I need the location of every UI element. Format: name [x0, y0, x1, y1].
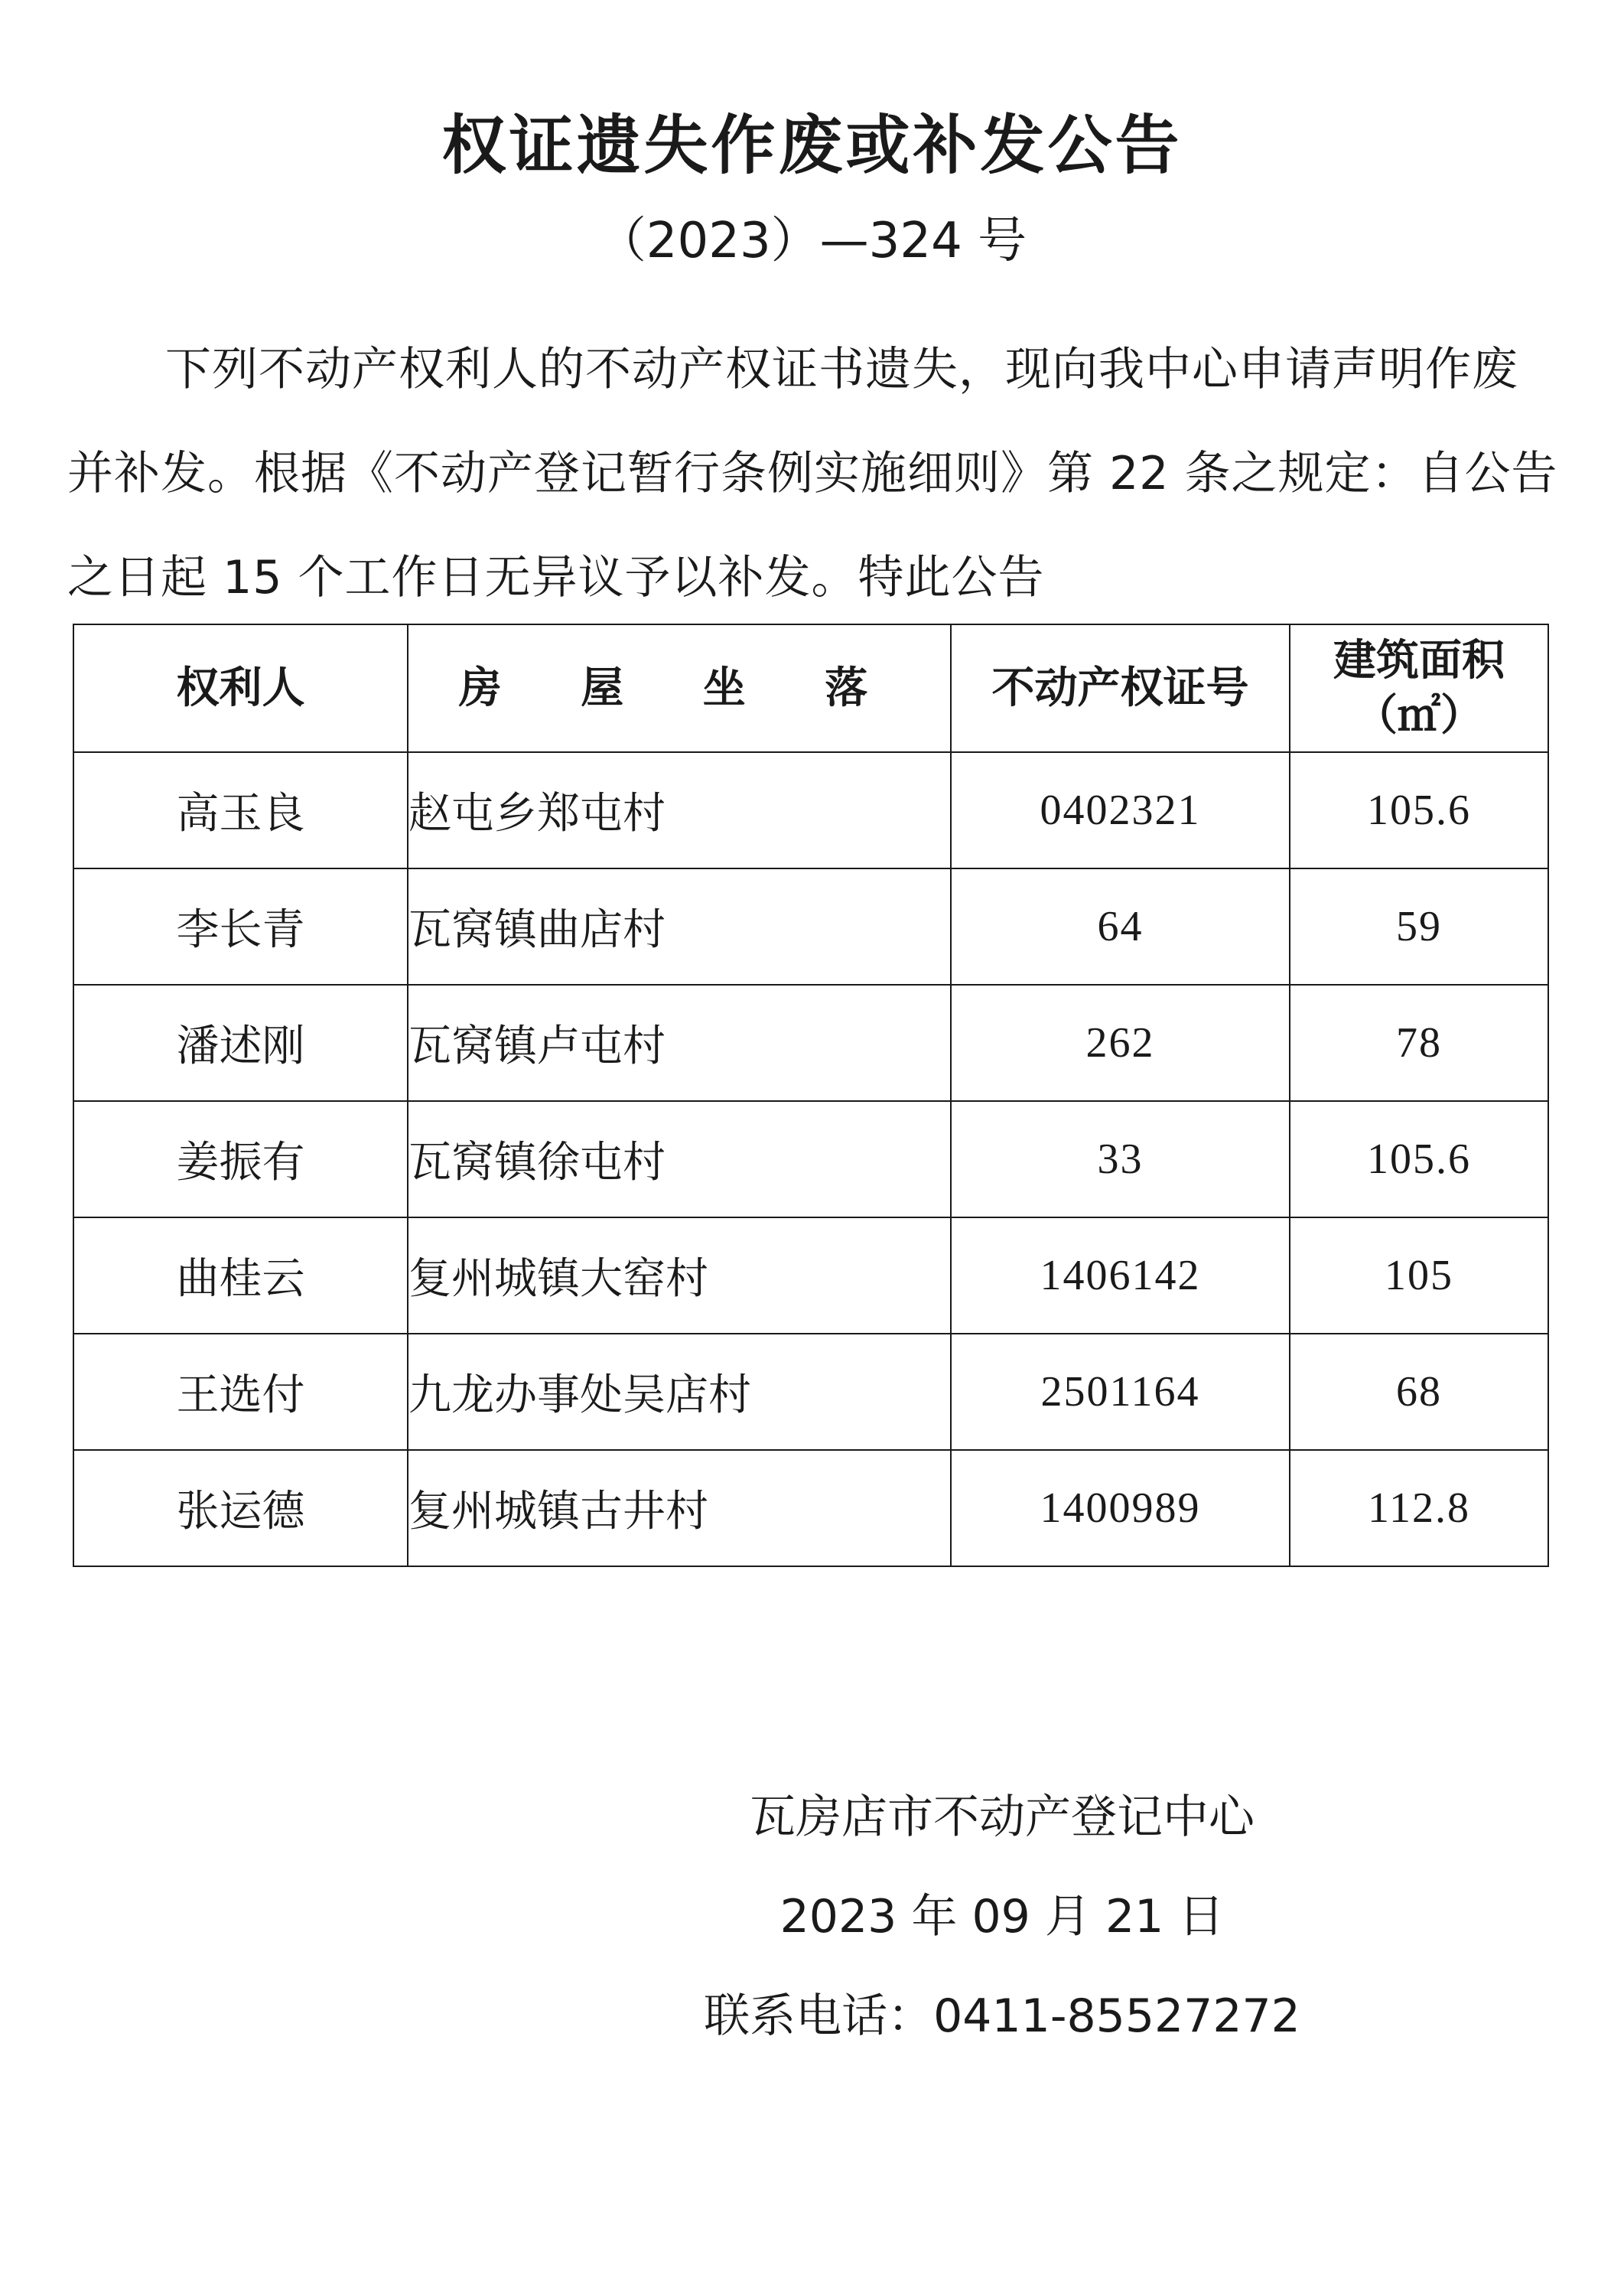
cell-holder: 张运德 — [73, 1450, 408, 1566]
page-title: 权证遗失作废或补发公告 — [441, 108, 1183, 183]
cell-area: 112.8 — [1290, 1450, 1548, 1566]
cell-area: 68 — [1290, 1334, 1548, 1450]
header-area-label: 建筑面积 — [1333, 635, 1505, 686]
cell-location: 复州城镇古井村 — [408, 1450, 951, 1566]
cell-area: 105.6 — [1290, 1101, 1548, 1217]
header-area — [1290, 624, 1548, 752]
notice-body — [67, 318, 1559, 630]
cell-location: 复州城镇大窑村 — [408, 1217, 951, 1334]
table-row — [73, 868, 1548, 985]
table-row — [73, 1101, 1548, 1217]
table-row — [73, 752, 1548, 868]
cell-holder: 潘述刚 — [73, 985, 408, 1101]
cell-certificate: 0402321 — [951, 752, 1290, 868]
contact-phone: 联系电话：0411-85527272 — [704, 1989, 1300, 2043]
cell-certificate: 33 — [951, 1101, 1290, 1217]
certificate-table — [73, 624, 1549, 1567]
notice-body-text: 下列不动产权利人的不动产权证书遗失，现向我中心申请声明作废并补发。根据《不动产登记暂行条例实施细则》第 22 条之规定：自公告之日起 15 个工作日无异议予以补发。特此公告 — [67, 343, 1558, 604]
header-certificate: 不动产权证号 — [951, 624, 1290, 752]
cell-location: 赵屯乡郑屯村 — [408, 752, 951, 868]
issuing-organization: 瓦房店市不动产登记中心 — [750, 1790, 1255, 1844]
table-row — [73, 1217, 1548, 1334]
header-location — [408, 624, 951, 752]
cell-holder: 高玉良 — [73, 752, 408, 868]
cell-certificate: 1400989 — [951, 1450, 1290, 1566]
table-row — [73, 1450, 1548, 1566]
cell-certificate: 1406142 — [951, 1217, 1290, 1334]
cell-location: 瓦窝镇徐屯村 — [408, 1101, 951, 1217]
cell-holder: 李长青 — [73, 868, 408, 985]
table-row — [73, 985, 1548, 1101]
header-location-label: 房 屋 坐 落 — [458, 663, 900, 713]
cell-area: 59 — [1290, 868, 1548, 985]
document-number: （2023）—324 号 — [597, 213, 1027, 269]
cell-holder: 曲桂云 — [73, 1217, 408, 1334]
cell-location: 九龙办事处吴店村 — [408, 1334, 951, 1450]
cell-area: 105.6 — [1290, 752, 1548, 868]
table-row — [73, 1334, 1548, 1450]
header-holder: 权利人 — [73, 624, 408, 752]
issue-date: 2023 年 09 月 21 日 — [779, 1890, 1225, 1944]
cell-certificate: 262 — [951, 985, 1290, 1101]
header-area-unit: （㎡） — [1355, 690, 1483, 741]
cell-location: 瓦窝镇卢屯村 — [408, 985, 951, 1101]
cell-holder: 王选付 — [73, 1334, 408, 1450]
cell-holder: 姜振有 — [73, 1101, 408, 1217]
cell-area: 105 — [1290, 1217, 1548, 1334]
cell-location: 瓦窝镇曲店村 — [408, 868, 951, 985]
cell-area: 78 — [1290, 985, 1548, 1101]
table-header-row — [73, 624, 1548, 752]
cell-certificate: 64 — [951, 868, 1290, 985]
cell-certificate: 2501164 — [951, 1334, 1290, 1450]
